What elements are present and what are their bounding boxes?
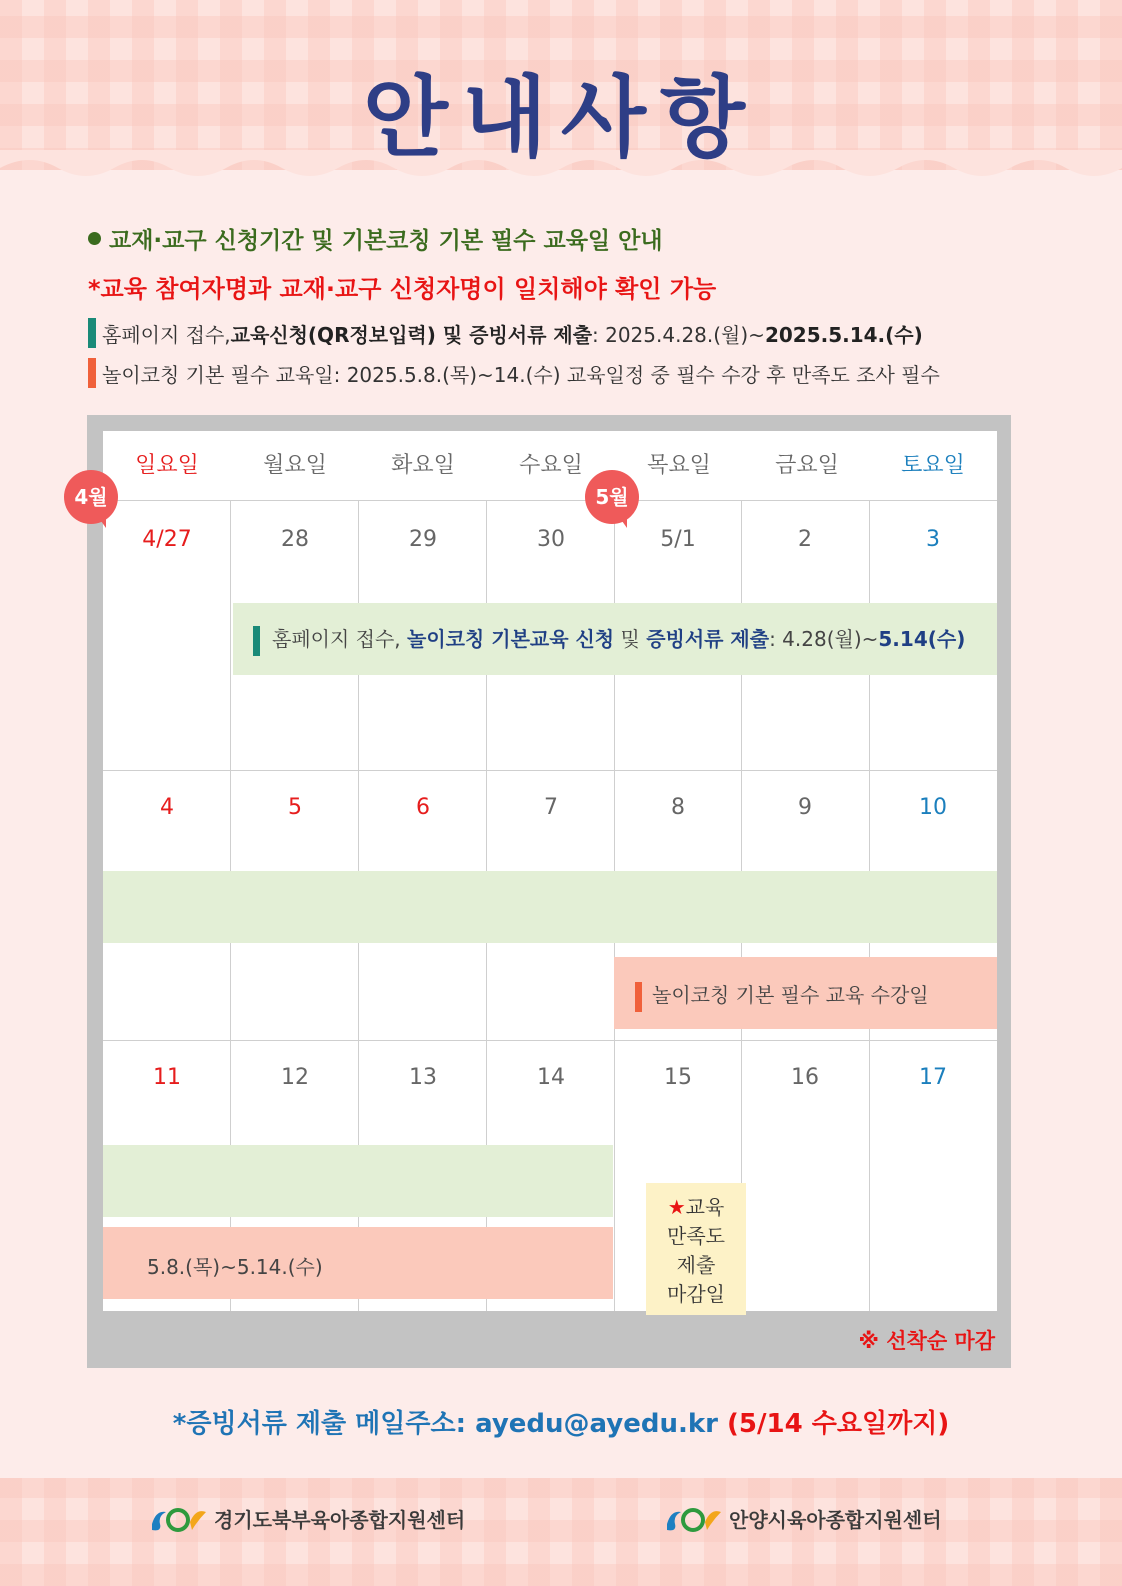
email-deadline: (5/14 수요일까지) bbox=[727, 1409, 950, 1439]
application-period-band-end bbox=[103, 1145, 613, 1217]
info-line-education bbox=[88, 358, 1048, 388]
application-period-band-continued bbox=[103, 871, 997, 943]
org-right-name: 안양시육아종합지원센터 bbox=[729, 1507, 942, 1532]
note-line-2: 만족도 bbox=[667, 1224, 725, 1248]
info-section bbox=[88, 222, 1048, 388]
date-cell: 2 bbox=[798, 527, 812, 552]
calendar-weekday-row bbox=[103, 431, 997, 501]
org-logo-icon bbox=[663, 1500, 725, 1536]
org-left-name: 경기도북부육아종합지원센터 bbox=[214, 1507, 466, 1532]
grid-line bbox=[103, 1040, 997, 1041]
survey-deadline-note bbox=[646, 1183, 746, 1315]
date-cell: 29 bbox=[409, 527, 437, 552]
info-line1-mid: : 2025.4.28.(월)~ bbox=[592, 322, 765, 347]
date-cell: 6 bbox=[416, 795, 430, 820]
note-line-4: 마감일 bbox=[667, 1282, 725, 1306]
calendar bbox=[103, 431, 997, 1311]
org-right bbox=[663, 1500, 942, 1536]
date-cell: 4 bbox=[160, 795, 174, 820]
application-period-label bbox=[253, 623, 965, 656]
info-heading bbox=[88, 222, 1048, 255]
band2-text: 놀이코칭 기본 필수 교육 수강일 bbox=[652, 983, 929, 1007]
band1-bold1: 놀이코칭 기본교육 신청 bbox=[407, 627, 615, 651]
month-badge-may: 5월 bbox=[585, 470, 639, 524]
date-cell: 4/27 bbox=[142, 527, 192, 552]
date-cell: 5 bbox=[288, 795, 302, 820]
bullet-dot-icon bbox=[88, 232, 101, 245]
date-cell: 12 bbox=[281, 1065, 309, 1090]
orange-marker-icon bbox=[635, 982, 642, 1012]
band1-dates: : 4.28(월)~ bbox=[769, 627, 879, 651]
info-line1-bold: 교육신청(QR정보입력) 및 증빙서류 제출 bbox=[230, 322, 593, 347]
date-cell: 8 bbox=[671, 795, 685, 820]
note-line-3: 제출 bbox=[676, 1253, 716, 1277]
info-line1-prefix: 홈페이지 접수, bbox=[102, 322, 231, 347]
weekday-tue: 화요일 bbox=[391, 453, 455, 478]
info-line2-text: 놀이코칭 기본 필수 교육일: 2025.5.8.(목)~14.(수) 교육일정 중 필수 수강 후 만족도 조사 필수 bbox=[102, 362, 940, 387]
date-cell: 17 bbox=[919, 1065, 947, 1090]
education-period-dates: 5.8.(목)~5.14.(수) bbox=[147, 1255, 323, 1279]
weekday-sat: 토요일 bbox=[901, 453, 965, 478]
band1-bold2: 증빙서류 제출 bbox=[646, 627, 770, 651]
education-period-label bbox=[635, 979, 929, 1012]
info-heading-text: 교재·교구 신청기간 및 기본코칭 기본 필수 교육일 안내 bbox=[109, 228, 663, 254]
date-cell: 3 bbox=[926, 527, 940, 552]
note-line-1: ★교육 bbox=[667, 1195, 725, 1219]
date-cell: 28 bbox=[281, 527, 309, 552]
date-cell: 9 bbox=[798, 795, 812, 820]
date-cell: 30 bbox=[537, 527, 565, 552]
teal-marker-icon bbox=[88, 318, 96, 348]
band1-prefix: 홈페이지 접수, bbox=[272, 627, 407, 651]
calendar-frame bbox=[87, 415, 1011, 1368]
email-label: *증빙서류 제출 메일주소: ayedu@ayedu.kr bbox=[172, 1409, 728, 1439]
date-cell: 5/1 bbox=[660, 527, 696, 552]
weekday-mon: 월요일 bbox=[263, 453, 327, 478]
weekday-thu: 목요일 bbox=[647, 453, 711, 478]
date-cell: 11 bbox=[153, 1065, 181, 1090]
band1-mid: 및 bbox=[614, 627, 647, 651]
grid-line bbox=[103, 770, 997, 771]
teal-marker-icon bbox=[253, 626, 260, 656]
date-cell: 16 bbox=[791, 1065, 819, 1090]
page-title: 안내사항 bbox=[362, 66, 760, 169]
email-notice bbox=[0, 1403, 1122, 1440]
info-line1-end: 2025.5.14.(수) bbox=[764, 322, 923, 347]
band1-end: 5.14(수) bbox=[878, 627, 966, 651]
date-cell: 14 bbox=[537, 1065, 565, 1090]
org-logo-icon bbox=[148, 1500, 210, 1536]
month-badge-april: 4월 bbox=[64, 470, 118, 524]
star-icon: ★ bbox=[667, 1195, 686, 1219]
date-cell: 10 bbox=[919, 795, 947, 820]
info-line-application bbox=[88, 318, 1048, 348]
date-cell: 7 bbox=[544, 795, 558, 820]
orange-marker-icon bbox=[88, 358, 96, 388]
weekday-fri: 금요일 bbox=[775, 453, 839, 478]
date-cell: 15 bbox=[664, 1065, 692, 1090]
weekday-sun: 일요일 bbox=[135, 453, 199, 478]
first-come-notice: ※ 선착순 마감 bbox=[858, 1329, 995, 1353]
info-warning: *교육 참여자명과 교재·교구 신청자명이 일치해야 확인 가능 bbox=[88, 275, 717, 303]
weekday-wed: 수요일 bbox=[519, 453, 583, 478]
date-cell: 13 bbox=[409, 1065, 437, 1090]
org-left bbox=[148, 1500, 465, 1536]
